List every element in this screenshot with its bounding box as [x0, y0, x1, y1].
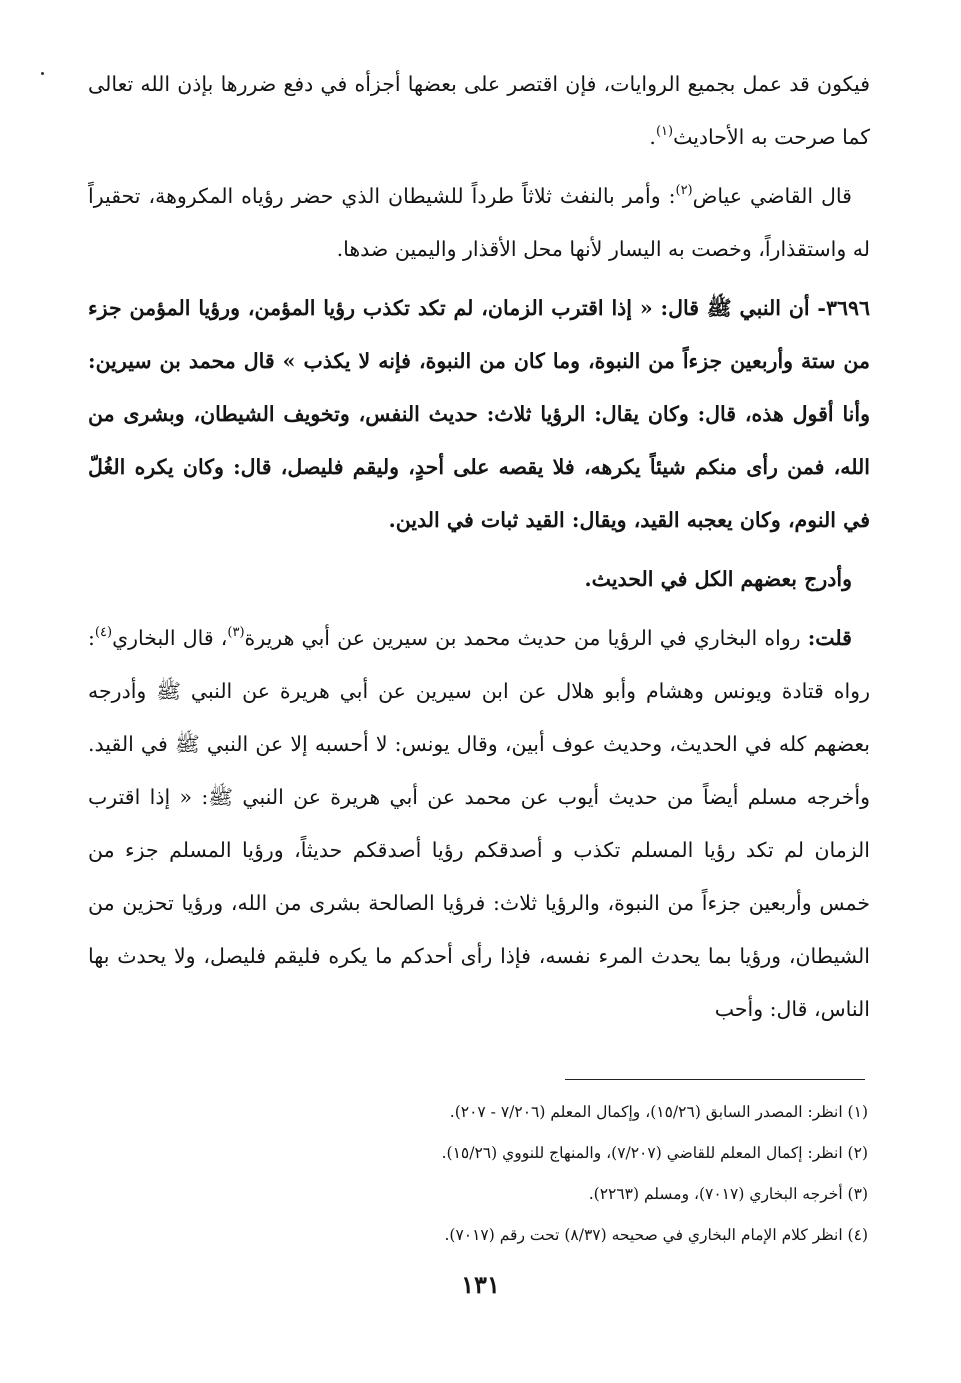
footnote-ref-3[interactable]: (٣) [227, 625, 245, 640]
scan-speck [41, 72, 44, 75]
paragraph-2-text-a: قال القاضي عياض [692, 184, 852, 208]
paragraph-4: وأدرج بعضهم الكل في الحديث. [584, 567, 852, 591]
paragraph-2 [88, 170, 870, 276]
footnote-ref-4[interactable]: (٤) [94, 625, 113, 640]
hadith-paragraph: ٣٦٩٦- أن النبي ﷺ قال: « إذا اقترب الزمان، لم تكد تكذب رؤيا المؤمن، ورؤيا المؤمن جزء من ستة وأربعين جزءاً من النبوة، وما كان من النبوة، فإنه لا يكذب » قال محمد بن سيرين: وأنا أقول هذه، قال: وكان يقال: الرؤيا ثلاث: حديث النفس، وتخويف الشيطان، وبشرى من الله، فمن رأى منكم شيئاً يكرهه، فلا يقصه على أحدٍ، وليقم فليصل، قال: وكان يكره الغُلّ في النوم، وكان يعجبه القيد، ويقال: القيد ثبات في الدين. [88, 296, 870, 532]
paragraph-1-text: فيكون قد عمل بجميع الروايات، فإن اقتصر على بعضها أجزأه في دفع ضررها بإذن الله تعالى كما صرحت به الأحاديث [88, 72, 870, 149]
footnote-3: (٣) أخرجه البخاري (٧٠١٧)، ومسلم (٢٢٦٣). [588, 1185, 868, 1203]
paragraph-5-text-b: ، قال البخاري [112, 626, 228, 650]
paragraph-1-tail: . [649, 125, 656, 149]
footnote-2: (٢) انظر: إكمال المعلم للقاضي (٧/٢٠٧)، والمنهاج للنووي (١٥/٢٦). [441, 1144, 868, 1162]
paragraph-5 [88, 612, 870, 1036]
footnote-4: (٤) انظر كلام الإمام البخاري في صحيحه (٨/٣٧) تحت رقم (٧٠١٧). [444, 1226, 868, 1244]
footnote-ref-2[interactable]: (٢) [675, 183, 693, 198]
footnote-ref-1[interactable]: (١) [655, 124, 674, 139]
paragraph-5-text-a: رواه البخاري في الرؤيا من حديث محمد بن سيرين عن أبي هريرة [244, 626, 808, 650]
footnote-1: (١) انظر: المصدر السابق (١٥/٢٦)، وإكمال المعلم (٧/٢٠٦ - ٢٠٧). [449, 1103, 868, 1121]
paragraph-2-text-b: : وأمر بالنفث ثلاثاً طرداً للشيطان الذي حضر رؤياه المكروهة، تحقيراً له واستقذاراً، وخصت به اليسار لأنها محل الأقذار واليمين ضدها. [88, 184, 870, 261]
paragraph-5-lead: قلت: [807, 626, 852, 650]
footnotes [88, 1092, 868, 1256]
page-number: ١٣١ [461, 1270, 500, 1299]
main-text [88, 58, 870, 1036]
paragraph-1 [88, 58, 870, 164]
paragraph-5-text-c: : رواه قتادة ويونس وهشام وأبو هلال عن ابن سيرين عن أبي هريرة عن النبي ﷺ وأدرجه بعضهم كله في الحديث، وحديث عوف أبين، وقال يونس: لا أحسبه إلا عن النبي ﷺ في القيد. وأخرجه مسلم أيضاً من حديث أيوب عن محمد عن أبي هريرة عن النبي ﷺ: « إذا اقترب الزمان لم تكد رؤيا المسلم تكذب و أصدقكم رؤيا أصدقكم حديثاً، ورؤيا المسلم جزء من خمس وأربعين جزءاً من النبوة، والرؤيا ثلاث: فرؤيا الصالحة بشرى من الله، ورؤيا تحزين من الشيطان، ورؤيا بما يحدث المرء نفسه، فإذا رأى أحدكم ما يكره فليقم فليصل، ولا يحدث بها الناس، قال: وأحب [88, 626, 871, 1021]
footnote-divider [565, 1079, 865, 1080]
